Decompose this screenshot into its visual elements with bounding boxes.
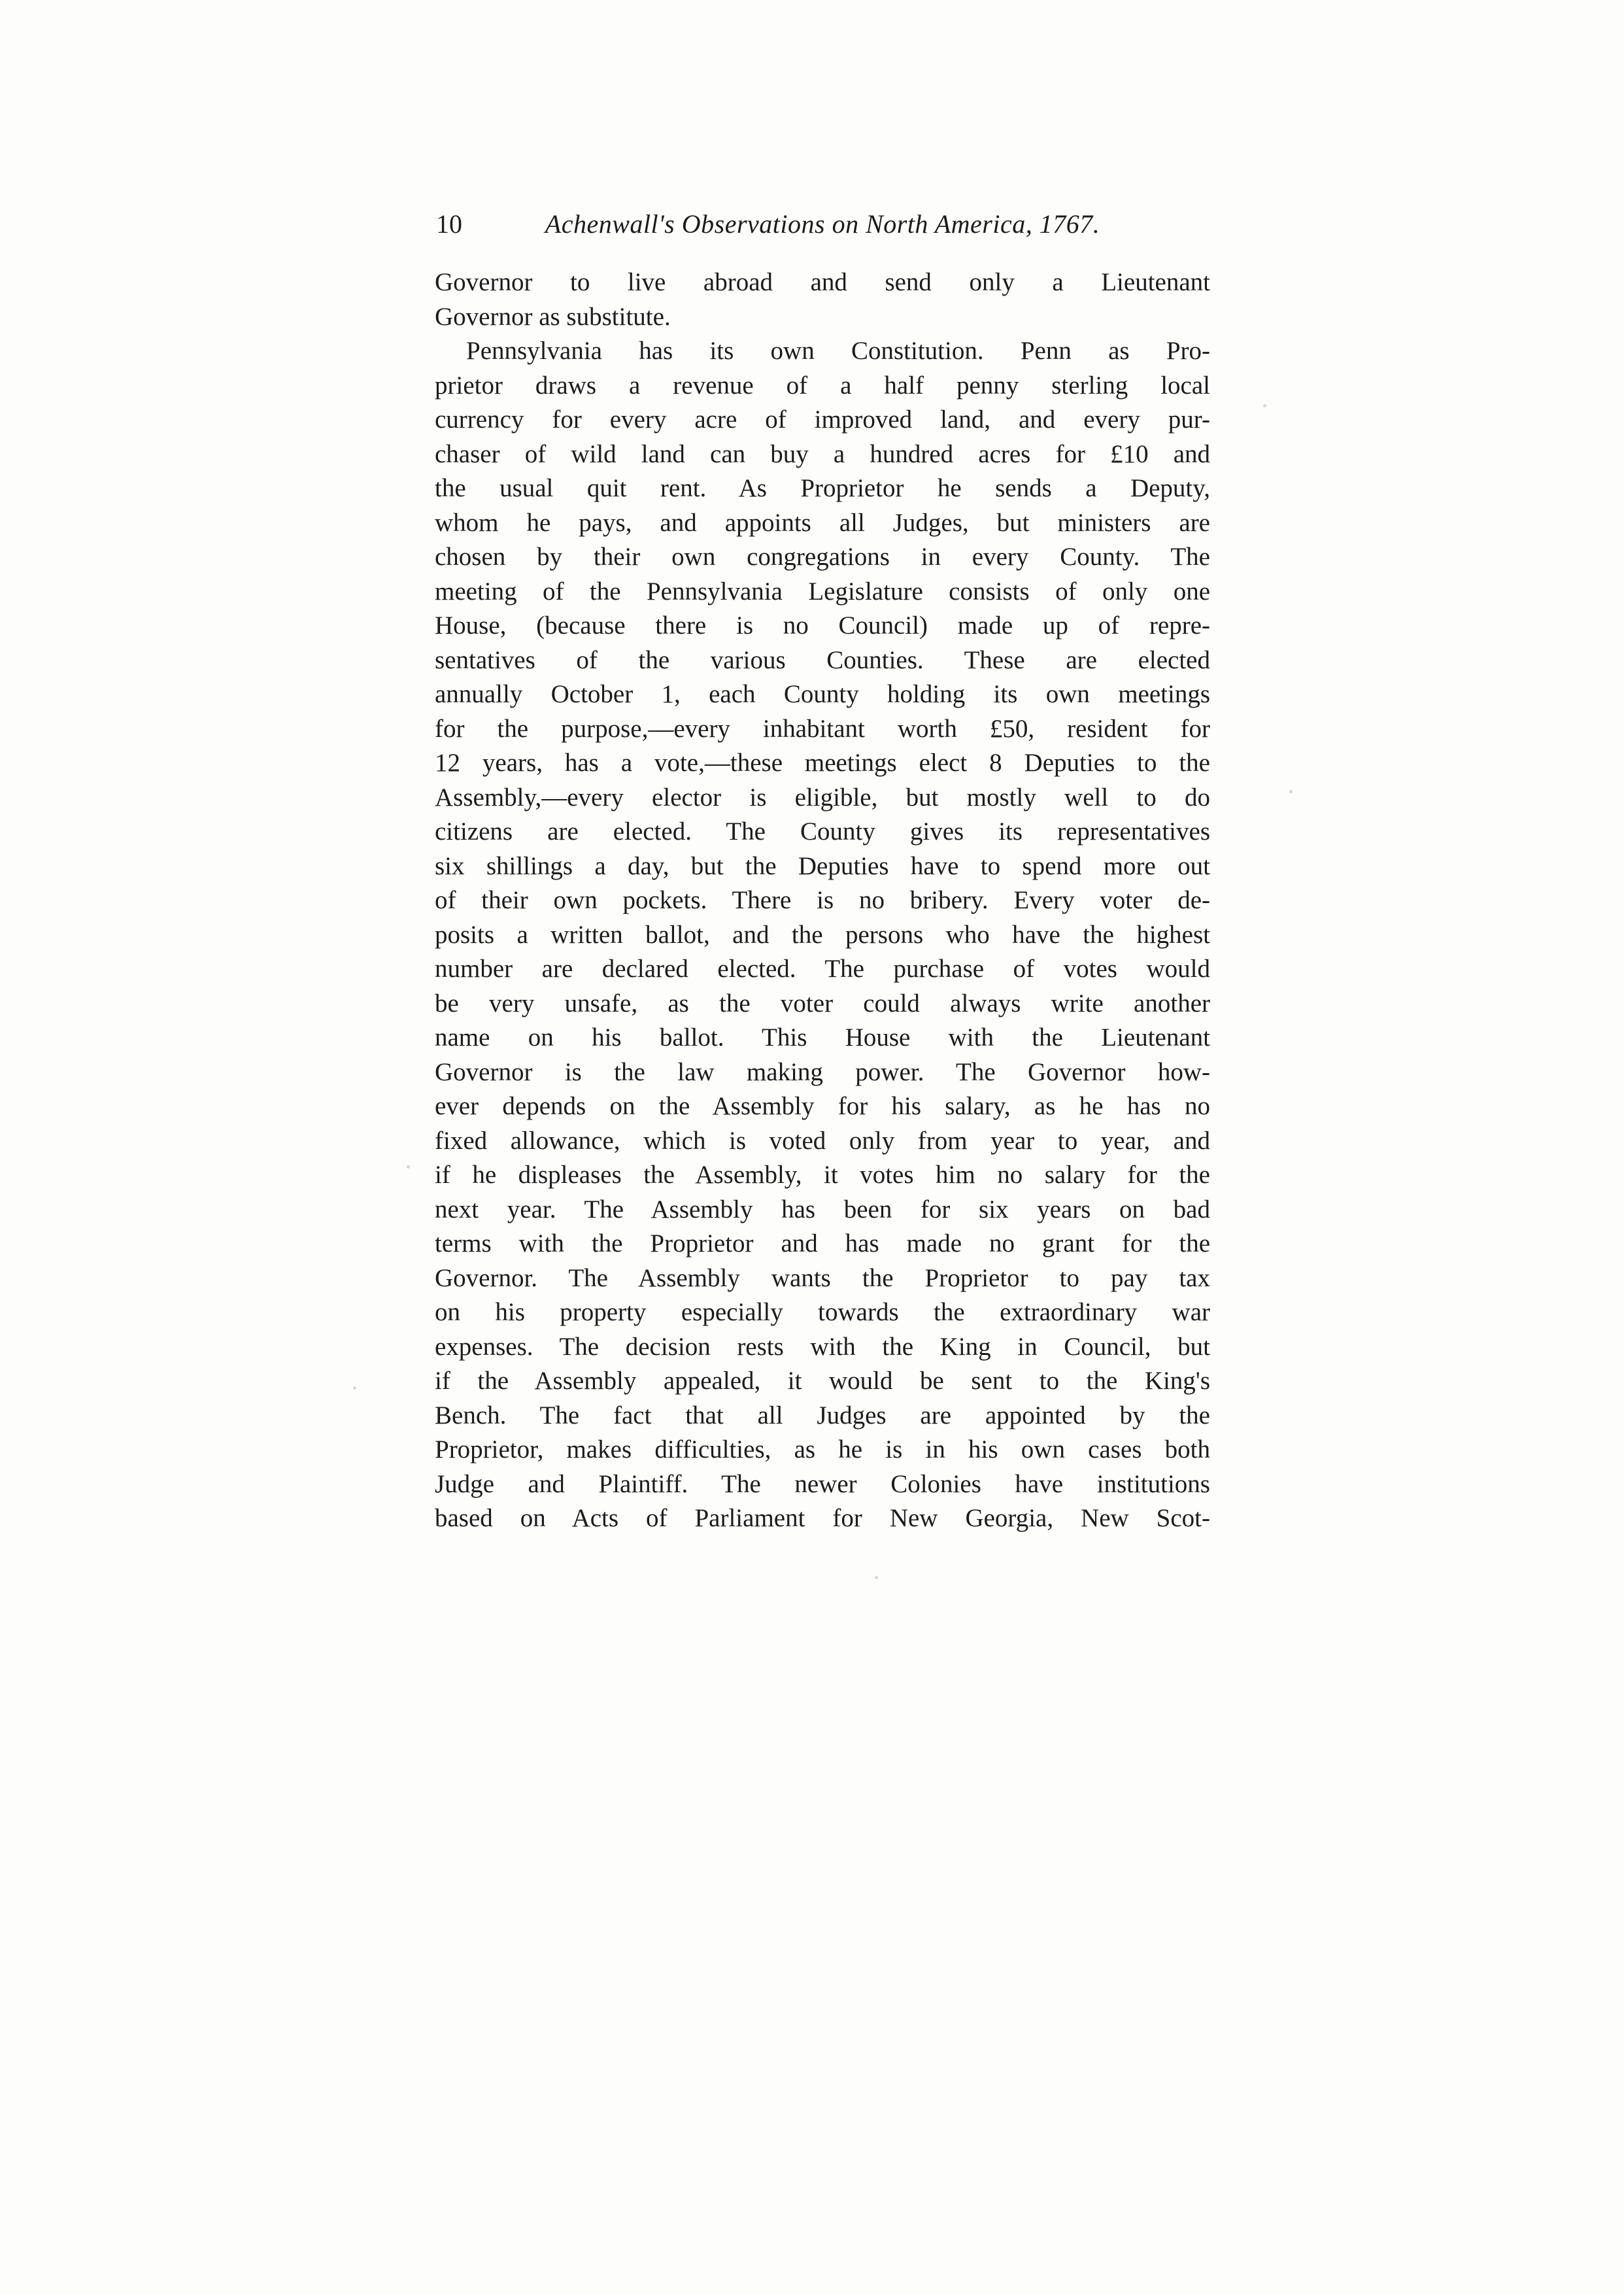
text-line: currency for every acre of improved land, and every pur- [435,405,1210,434]
text-line: Proprietor, makes difficulties, as he is in his own cases both [435,1435,1210,1464]
text-line: number are declared elected. The purchase of votes would [435,955,1210,983]
page-body [435,265,1210,1536]
text-line: six shillings a day, but the Deputies have to spend more out [435,851,1210,880]
text-line: citizens are elected. The County gives its representatives [435,817,1210,846]
text-line: Pennsylvania has its own Constitution. Penn as Pro- [466,337,1210,365]
text-line: chaser of wild land can buy a hundred acres for £10 and [435,439,1210,468]
text-line: sentatives of the various Counties. These are elected [435,645,1210,674]
text-line: be very unsafe, as the voter could always write another [435,989,1210,1018]
text-line: ever depends on the Assembly for his salary, as he has no [435,1092,1210,1120]
scan-speck [1263,404,1266,407]
text-line: whom he pays, and appoints all Judges, but ministers are [435,508,1210,537]
text-line: Assembly,—every elector is eligible, but mostly well to do [435,783,1210,812]
scan-speck [407,1165,410,1169]
text-line: if the Assembly appealed, it would be sent to the King's [435,1367,1210,1395]
text-line: prietor draws a revenue of a half penny sterling local [435,371,1210,400]
text-line: 12 years, has a vote,—these meetings elect 8 Deputies to the [435,749,1210,777]
text-line: the usual quit rent. As Proprietor he sends a Deputy, [435,474,1210,502]
text-line: chosen by their own congregations in every County. The [435,543,1210,571]
text-line: next year. The Assembly has been for six years on bad [435,1195,1210,1224]
text-line: Governor to live abroad and send only a Lieutenant [435,268,1210,296]
text-line: of their own pockets. There is no bribery. Every voter de- [435,886,1210,914]
text-line: Judge and Plaintiff. The newer Colonies have institutions [435,1469,1210,1498]
text-line: on his property especially towards the extraordinary war [435,1298,1210,1326]
page-content [435,207,1210,1536]
page-number: 10 [436,209,462,239]
text-line: if he displeases the Assembly, it votes him no salary for the [435,1161,1210,1189]
text-line: meeting of the Pennsylvania Legislature consists of only one [435,577,1210,606]
scan-speck [875,1576,878,1579]
paragraph [435,265,1210,334]
scan-speck [353,1386,356,1390]
running-header [435,207,1210,242]
text-line: Bench. The fact that all Judges are appointed by the [435,1401,1210,1429]
text-line: House, (because there is no Council) made up of repre- [435,611,1210,640]
text-line: posits a written ballot, and the persons who have the highest [435,920,1210,949]
text-line: for the purpose,—every inhabitant worth £50, resident for [435,714,1210,743]
text-line: terms with the Proprietor and has made no grant for the [435,1229,1210,1258]
text-line: annually October 1, each County holding its own meetings [435,680,1210,708]
text-line: expenses. The decision rests with the King in Council, but [435,1332,1210,1361]
text-line: name on his ballot. This House with the Lieutenant [435,1023,1210,1052]
text-line: Governor as substitute. [435,302,671,331]
text-line: Governor. The Assembly wants the Proprietor to pay tax [435,1263,1210,1292]
running-header-title: Achenwall's Observations on North America, 1767. [545,209,1100,239]
text-line: Governor is the law making power. The Governor how- [435,1057,1210,1086]
text-line: based on Acts of Parliament for New Georgia, New Scot- [435,1504,1210,1532]
text-line: fixed allowance, which is voted only from year to year, and [435,1126,1210,1155]
paragraph [435,334,1210,1536]
scan-speck [1289,790,1293,793]
